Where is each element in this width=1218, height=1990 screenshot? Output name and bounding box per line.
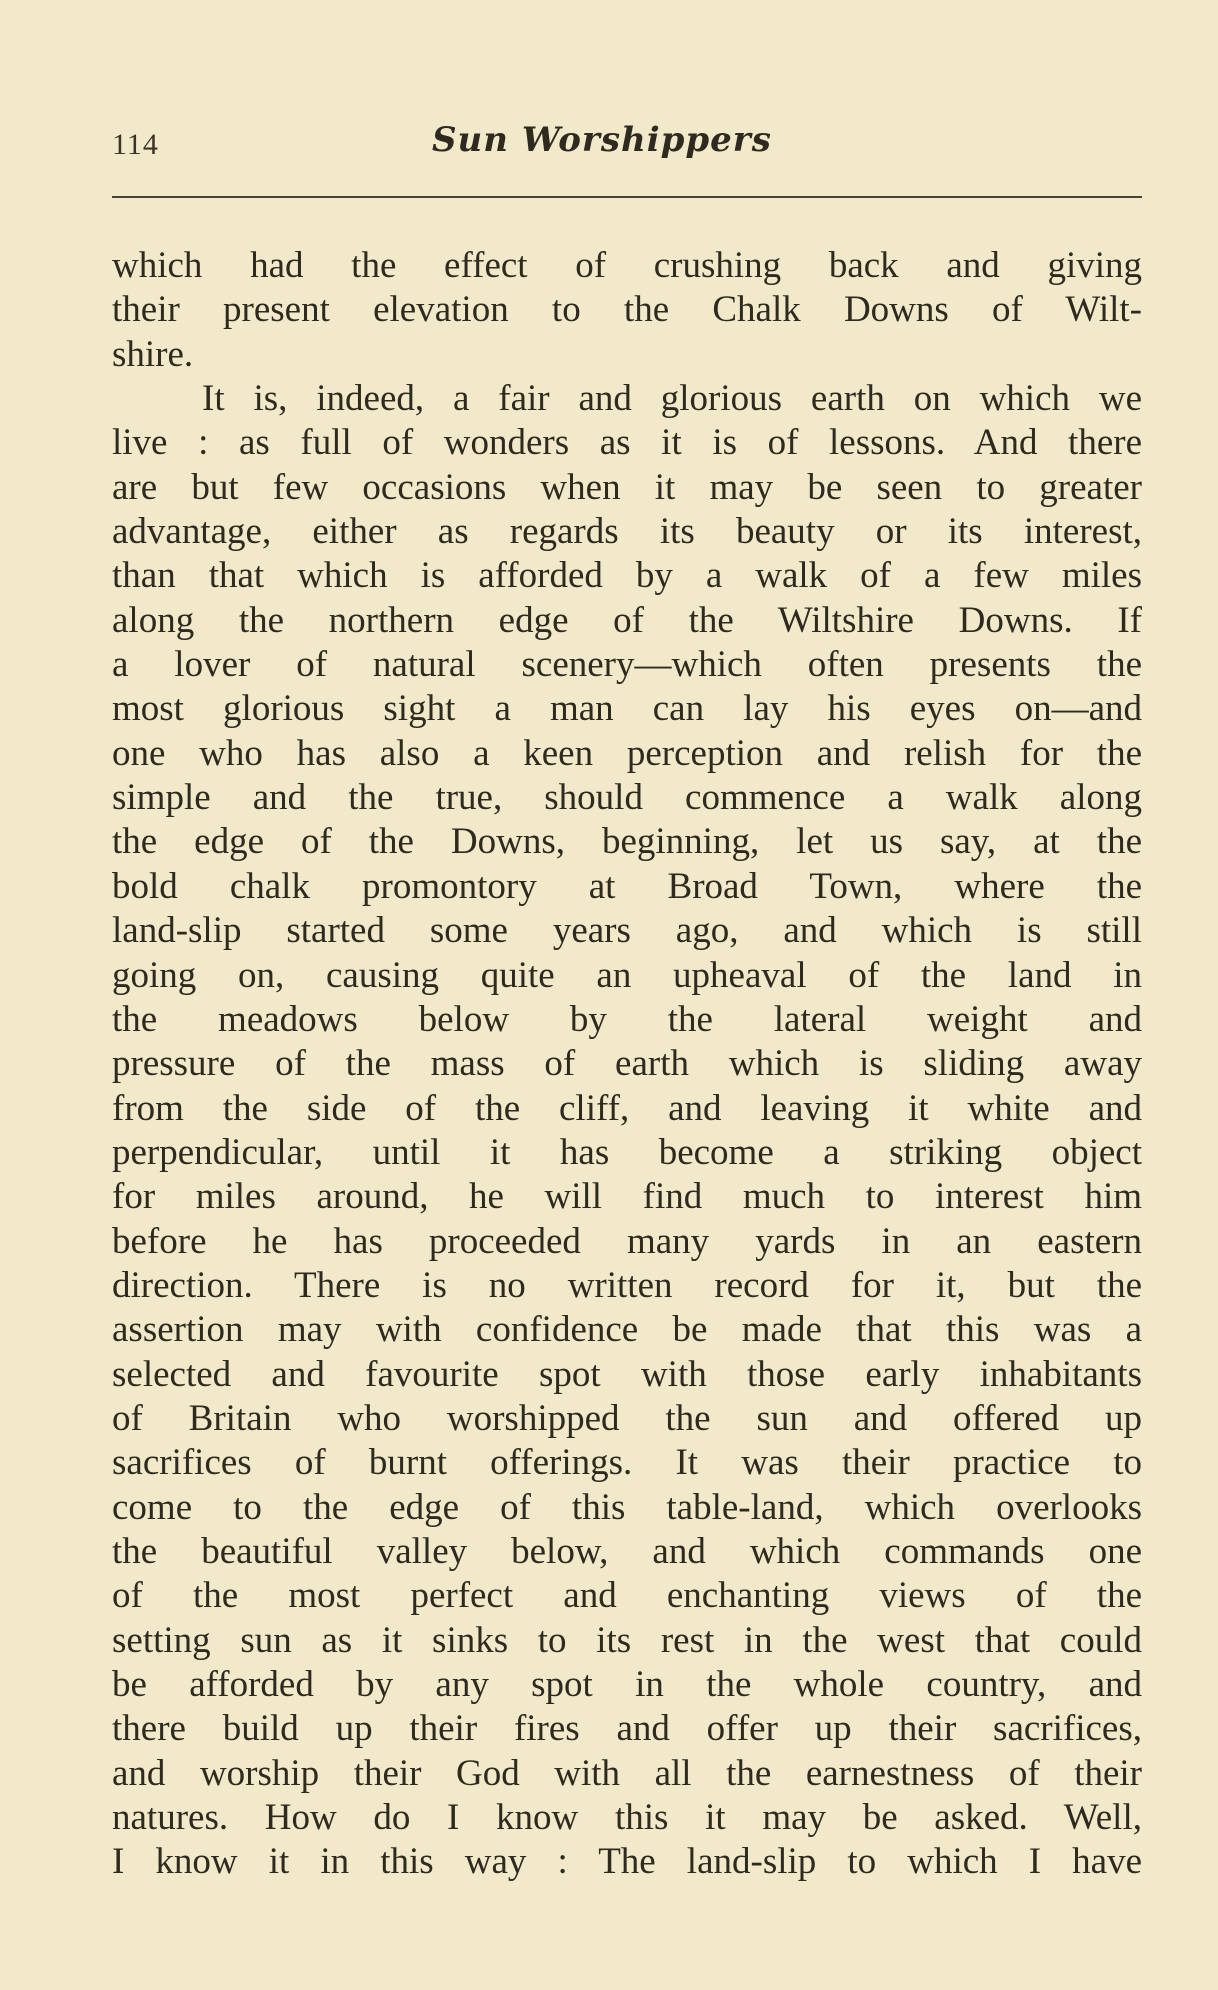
text-line: shire. (112, 333, 194, 375)
text-line: one who has also a keen perception and relish for the (112, 732, 1142, 774)
text-line: direction. There is no written record for it, but the (112, 1264, 1142, 1306)
text-line: for miles around, he will find much to interest him (112, 1176, 1142, 1218)
page-number: 114 (112, 128, 159, 161)
text-line: I know it in this way : The land-slip to which I have (112, 1841, 1142, 1883)
paragraph-start-line: It is, indeed, a fair and glorious earth on which we (202, 378, 1142, 420)
text-line: natures. How do I know this it may be asked. Well, (112, 1797, 1142, 1839)
text-line: along the northern edge of the Wiltshire Downs. If (112, 599, 1142, 641)
text-line: setting sun as it sinks to its rest in the west that could (112, 1619, 1142, 1661)
text-line: pressure of the mass of earth which is sliding away (112, 1043, 1142, 1085)
text-line: are but few occasions when it may be seen to greater (112, 466, 1142, 508)
text-line: than that which is afforded by a walk of a few miles (112, 555, 1142, 597)
text-line: advantage, either as regards its beauty or its interest, (112, 511, 1142, 553)
text-line: bold chalk promontory at Broad Town, where the (112, 865, 1142, 907)
running-title: Sun Worshippers (432, 120, 772, 160)
text-line: most glorious sight a man can lay his eyes on—and (112, 688, 1142, 730)
text-line: before he has proceeded many yards in an eastern (112, 1220, 1142, 1262)
header-rule (112, 196, 1142, 198)
text-line: the meadows below by the lateral weight and (112, 998, 1142, 1040)
body-text (112, 244, 1142, 1885)
text-line: come to the edge of this table-land, which overlooks (112, 1486, 1142, 1528)
text-line: of Britain who worshipped the sun and offered up (112, 1397, 1142, 1439)
text-line: their present elevation to the Chalk Downs of Wilt- (112, 289, 1142, 331)
text-line: perpendicular, until it has become a striking object (112, 1131, 1142, 1173)
running-head (112, 120, 1138, 168)
text-line: a lover of natural scenery—which often presents the (112, 644, 1142, 686)
text-line: assertion may with confidence be made that this was a (112, 1309, 1142, 1351)
text-line: selected and favourite spot with those early inhabitants (112, 1353, 1142, 1395)
text-line: which had the effect of crushing back and giving (112, 245, 1142, 286)
text-line: and worship their God with all the earnestness of their (112, 1752, 1142, 1794)
text-line: sacrifices of burnt offerings. It was their practice to (112, 1442, 1142, 1484)
text-line: going on, causing quite an upheaval of the land in (112, 954, 1142, 996)
text-line: the edge of the Downs, beginning, let us say, at the (112, 821, 1142, 863)
text-line: simple and the true, should commence a walk along (112, 777, 1142, 819)
text-line: land-slip started some years ago, and which is still (112, 910, 1142, 952)
text-line: there build up their fires and offer up their sacrifices, (112, 1708, 1142, 1750)
text-line: from the side of the cliff, and leaving it white and (112, 1087, 1142, 1129)
text-line: of the most perfect and enchanting views of the (112, 1575, 1142, 1617)
text-line: be afforded by any spot in the whole country, and (112, 1664, 1142, 1705)
text-line: the beautiful valley below, and which commands one (112, 1530, 1142, 1572)
text-line: live : as full of wonders as it is of lessons. And there (112, 422, 1142, 464)
